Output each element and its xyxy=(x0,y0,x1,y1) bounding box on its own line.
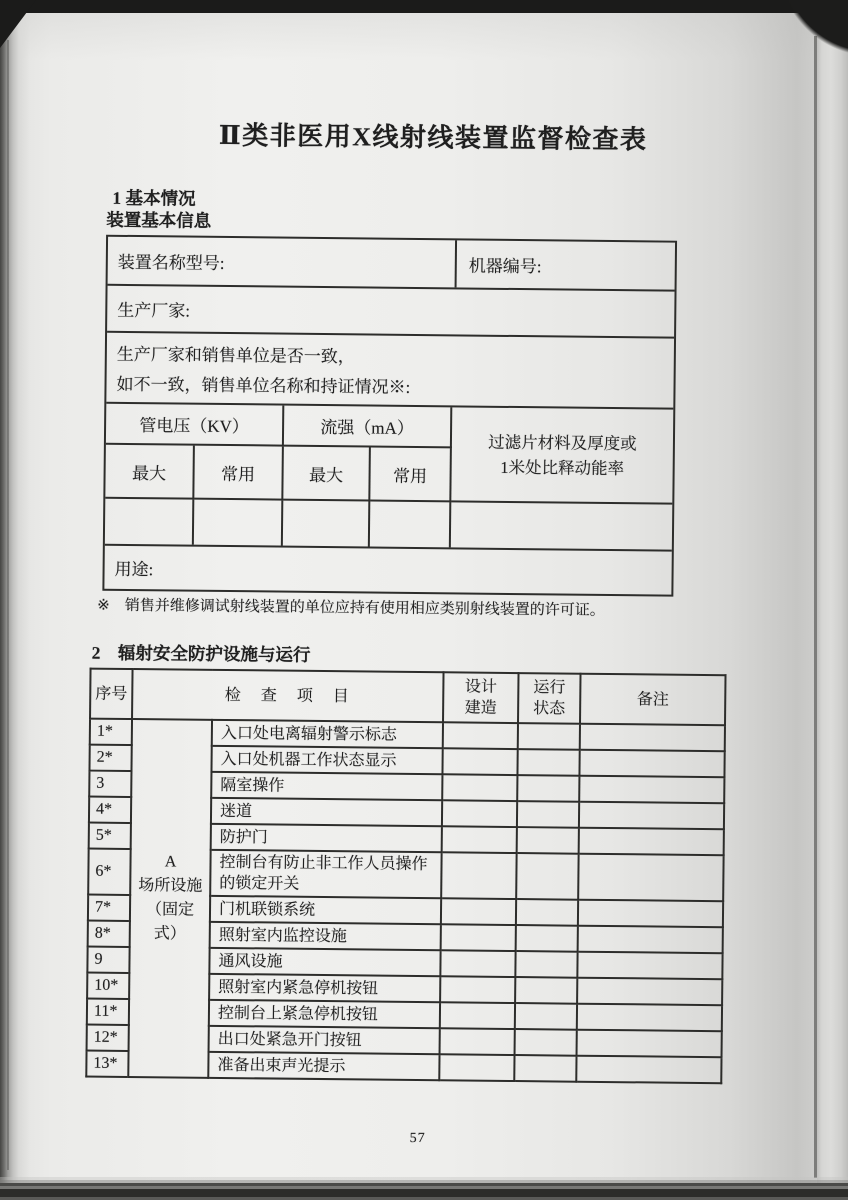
design-value-cell xyxy=(440,950,515,977)
design-value-cell xyxy=(439,1054,514,1081)
design-value-cell xyxy=(441,898,516,925)
item-cell: 防护门 xyxy=(211,824,442,852)
operation-value-cell xyxy=(517,827,579,854)
row-index-cell: 1* xyxy=(90,719,132,745)
item-cell: 控制台有防止非工作人员操作的锁定开关 xyxy=(210,850,441,898)
col-design-header: 设计 建造 xyxy=(443,672,519,723)
row-index-cell: 9 xyxy=(87,947,129,973)
group-label-cell: A 场所设施 （固定 式） xyxy=(128,719,212,1078)
section1-heading: 1 基本情况 xyxy=(112,187,196,209)
operation-value-cell xyxy=(515,1029,577,1056)
row-index-cell: 8* xyxy=(88,921,130,947)
voltage-common-cell: 常用 xyxy=(194,446,284,501)
footnote-marker: ※ xyxy=(97,597,110,614)
footnote xyxy=(97,594,605,620)
usage-cell: 用途: xyxy=(104,544,671,595)
col-remark-header: 备注 xyxy=(580,674,726,726)
operation-value-cell xyxy=(517,775,579,802)
current-header-cell: 流强（mA） xyxy=(284,406,452,449)
col-operation-header: 运行 状态 xyxy=(518,673,581,724)
remark-value-cell xyxy=(576,1056,721,1084)
remark-value-cell xyxy=(577,1004,722,1032)
remark-value-cell xyxy=(577,1030,722,1058)
design-value-cell xyxy=(440,976,515,1003)
item-cell: 通风设施 xyxy=(209,948,440,976)
row-index-cell: 13* xyxy=(86,1051,128,1077)
consistency-line1: 生产厂家和销售单位是否一致， xyxy=(116,344,355,367)
section2-heading: 2 辐射安全防护设施与运行 xyxy=(91,642,311,665)
footnote-text: 销售并维修调试射线装置的单位应持有使用相应类别射线装置的许可证。 xyxy=(124,597,605,619)
sales-consistency-cell xyxy=(106,331,674,408)
row-index-cell: 5* xyxy=(89,823,131,849)
operation-value-cell xyxy=(516,925,578,952)
design-value-cell xyxy=(442,800,517,827)
empty-value-cell xyxy=(451,502,672,549)
operation-value-cell xyxy=(516,853,578,900)
row-index-cell: 2* xyxy=(89,745,131,771)
table-row xyxy=(108,237,675,290)
device-name-cell: 装置名称型号: xyxy=(108,237,457,288)
remark-value-cell xyxy=(577,952,722,980)
item-cell: 隔室操作 xyxy=(211,772,442,800)
row-index-cell: 10* xyxy=(87,973,129,999)
item-cell: 入口处电离辐射警示标志 xyxy=(212,720,443,748)
item-cell: 准备出束声光提示 xyxy=(208,1052,439,1080)
remark-value-cell xyxy=(578,854,723,902)
operation-value-cell xyxy=(516,899,578,926)
remark-value-cell xyxy=(578,926,723,954)
header-row xyxy=(90,669,725,726)
row-index-cell: 11* xyxy=(87,999,129,1025)
inspection-table xyxy=(85,668,726,1085)
operation-value-cell xyxy=(514,1055,576,1082)
remark-value-cell xyxy=(579,828,724,856)
design-value-cell xyxy=(441,852,516,899)
remark-value-cell xyxy=(577,978,722,1006)
empty-value-cell xyxy=(105,499,194,545)
machine-no-cell: 机器编号: xyxy=(468,256,542,277)
device-info-table xyxy=(102,235,677,597)
design-value-cell xyxy=(442,748,517,775)
remark-value-cell xyxy=(579,750,724,778)
operation-value-cell xyxy=(517,801,579,828)
remark-value-cell xyxy=(579,776,724,804)
empty-value-cell xyxy=(370,501,451,547)
current-max-cell: 最大 xyxy=(283,447,371,502)
section1-subheading: 装置基本信息 xyxy=(106,209,212,231)
table-row xyxy=(90,719,725,752)
item-cell: 迷道 xyxy=(211,798,442,826)
col-index-header: 序号 xyxy=(90,669,133,719)
page-title: Ⅱ类非医用X线射线装置监督检查表 xyxy=(218,120,648,155)
design-value-cell xyxy=(443,722,518,749)
manufacturer-cell: 生产厂家: xyxy=(107,284,674,337)
design-value-cell xyxy=(440,1028,515,1055)
design-value-cell xyxy=(442,774,517,801)
item-cell: 照射室内紧急停机按钮 xyxy=(209,974,440,1002)
consistency-line2: 如不一致，销售单位名称和持证情况※: xyxy=(116,374,411,397)
empty-value-cell xyxy=(194,500,283,546)
operation-value-cell xyxy=(518,723,580,750)
row-index-cell: 3 xyxy=(89,771,131,797)
remark-value-cell xyxy=(580,724,725,752)
operation-value-cell xyxy=(517,749,579,776)
item-cell: 入口处机器工作状态显示 xyxy=(211,746,442,774)
row-index-cell: 4* xyxy=(89,797,131,823)
col-item-header: 检 查 项 目 xyxy=(132,669,444,722)
item-cell: 出口处紧急开门按钮 xyxy=(209,1026,440,1054)
operation-value-cell xyxy=(515,951,577,978)
remark-value-cell xyxy=(578,900,723,928)
item-cell: 控制台上紧急停机按钮 xyxy=(209,1000,440,1028)
item-cell: 照射室内监控设施 xyxy=(210,922,441,950)
design-value-cell xyxy=(442,826,517,853)
row-index-cell: 12* xyxy=(87,1025,129,1051)
row-index-cell: 6* xyxy=(88,849,130,895)
design-value-cell xyxy=(441,924,516,951)
page-number: 57 xyxy=(409,1130,426,1147)
remark-value-cell xyxy=(579,802,724,830)
parameters-grid xyxy=(105,402,673,550)
empty-value-cell xyxy=(283,501,370,547)
filter-header-cell: 过滤片材料及厚度或 1米处比释动能率 xyxy=(451,407,673,504)
current-common-cell: 常用 xyxy=(370,448,452,503)
operation-value-cell xyxy=(515,1003,577,1030)
tube-voltage-header-cell: 管电压（KV） xyxy=(106,404,284,447)
voltage-max-cell: 最大 xyxy=(105,445,195,500)
design-value-cell xyxy=(440,1002,515,1029)
operation-value-cell xyxy=(515,977,577,1004)
item-cell: 门机联锁系统 xyxy=(210,896,441,924)
row-index-cell: 7* xyxy=(88,895,130,921)
